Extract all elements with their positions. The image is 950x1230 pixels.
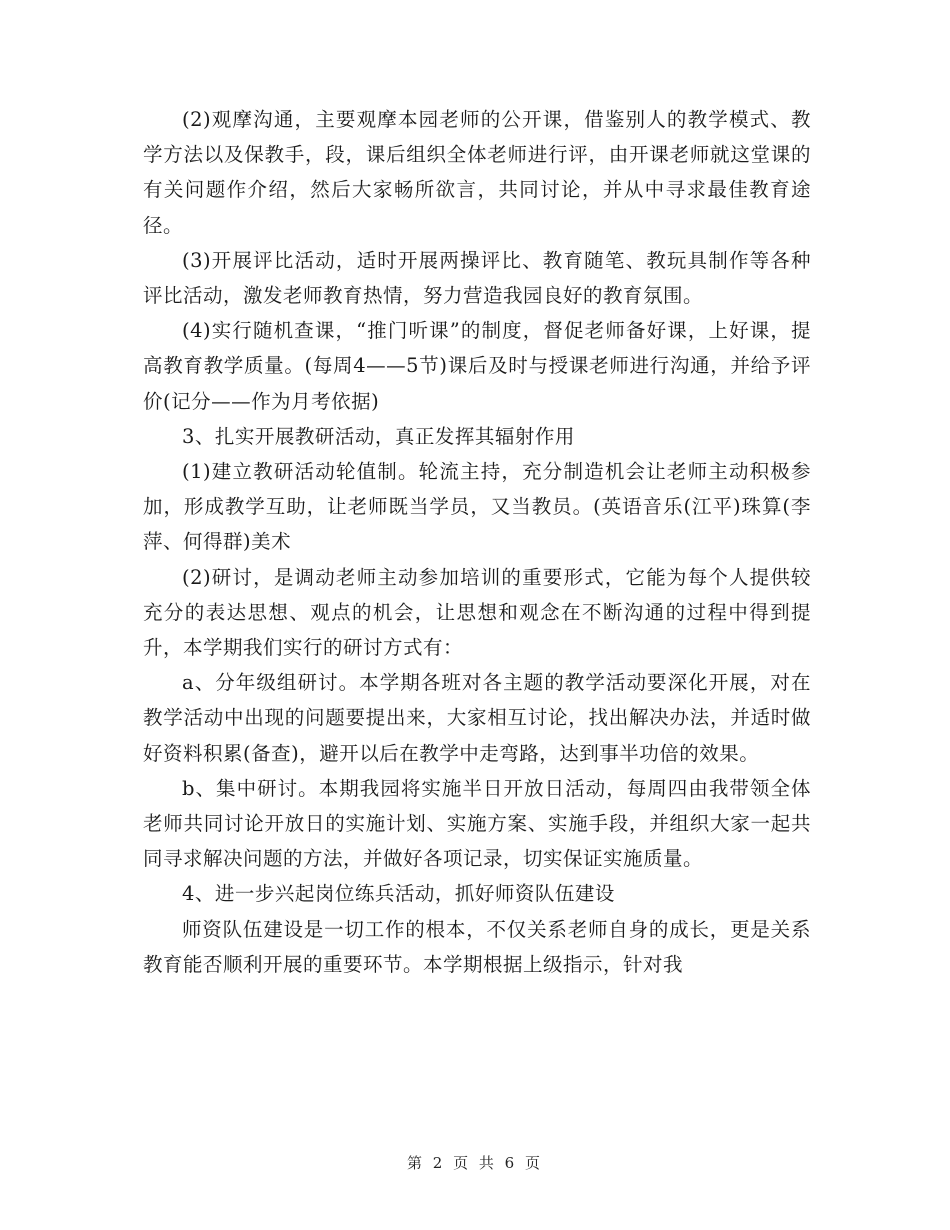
section-heading-research: 3、扎实开展教研活动，真正发挥其辐射作用 bbox=[182, 424, 575, 448]
paragraph-group-discussion: b、集中研讨。本期我园将实施半日开放日活动，每周四由我带领全体老师共同讨论开放日的实施计划、实施方案、实施手段，并组织大家一起共同寻求解决问题的方法，并做好各项记录，切实保证实施质量。 bbox=[143, 776, 811, 871]
paragraph-rotation-system: (1)建立教研活动轮值制。轮流主持，充分制造机会让老师主动积极参加，形成教学互助，让老师既当学员，又当教员。(英语音乐(江平)珠算(李萍、何得群)美术 bbox=[143, 460, 811, 554]
paragraph-discussion: (2)研讨，是调动老师主动参加培训的重要形式，它能为每个人提供较充分的表达思想、观点的机会，让思想和观念在不断沟通的过程中得到提升，本学期我们实行的研讨方式有： bbox=[143, 565, 811, 660]
paragraph-competition: (3)开展评比活动，适时开展两操评比、教育随笔、教玩具制作等各种评比活动，激发老师教育热情，努力营造我园良好的教育氛围。 bbox=[143, 248, 811, 308]
document-body bbox=[143, 102, 811, 982]
section-heading-training: 4、进一步兴起岗位练兵活动，抓好师资队伍建设 bbox=[182, 882, 615, 906]
paragraph-class-inspection: (4)实行随机查课，“推门听课”的制度，督促老师备好课，上好课，提高教育教学质量。(每周4——5节)课后及时与授课老师进行沟通，并给予评价(记分——作为月考依据) bbox=[143, 319, 811, 413]
paragraph-observation: (2)观摩沟通，主要观摩本园老师的公开课，借鉴别人的教学模式、教学方法以及保教手，段，课后组织全体老师进行评，由开课老师就这堂课的有关问题作介绍，然后大家畅所欲言，共同讨论，并从中寻求最佳教育途径。 bbox=[143, 108, 811, 237]
paragraph-grade-discussion: a、分年级组研讨。本学期各班对各主题的教学活动要深化开展，对在教学活动中出现的问题要提出来，大家相互讨论，找出解决办法，并适时做好资料积累(备查)，避开以后在教学中走弯路，达到事半功倍的效果。 bbox=[143, 671, 811, 765]
paragraph-staff-building: 师资队伍建设是一切工作的根本，不仅关系老师自身的成长，更是关系教育能否顺利开展的重要环节。本学期根据上级指示，针对我 bbox=[143, 917, 811, 976]
page-number-footer: 第 2 页 共 6 页 bbox=[407, 1154, 543, 1172]
